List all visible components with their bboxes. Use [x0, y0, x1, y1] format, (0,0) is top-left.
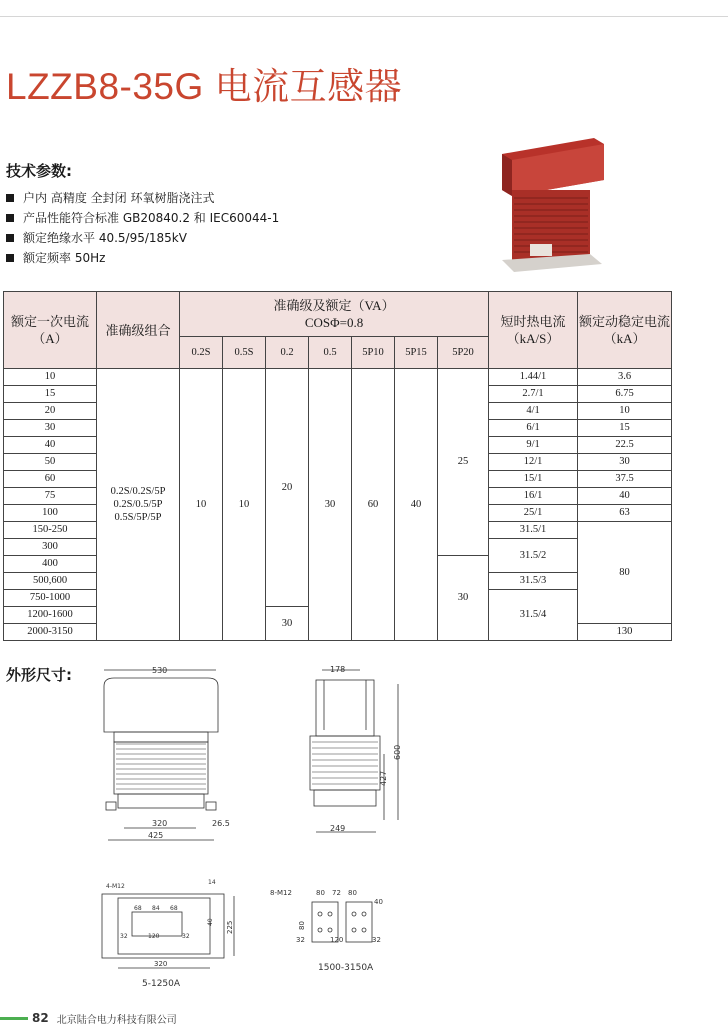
front-view-drawing: [96, 664, 246, 846]
cell-current: 400: [4, 556, 97, 573]
cell-va-5P20b: 30: [438, 556, 489, 641]
caption-bottom: 5-1250A: [142, 979, 181, 989]
bullet-icon: [6, 234, 14, 242]
dim-bottom-84: 84: [152, 905, 160, 912]
cell-thermal: 6/1: [489, 420, 578, 437]
spec-item: 额定频率 50Hz: [6, 248, 279, 268]
cell-current: 60: [4, 471, 97, 488]
cell-dynamic: 3.6: [578, 369, 672, 386]
cell-thermal: 15/1: [489, 471, 578, 488]
cell-thermal: 16/1: [489, 488, 578, 505]
cell-dynamic: 10: [578, 403, 672, 420]
top-rule: [0, 16, 728, 17]
col-class: 5P10: [352, 337, 395, 369]
col-class: 0.5: [309, 337, 352, 369]
cell-dynamic: 37.5: [578, 471, 672, 488]
col-dynamic: 额定动稳定电流（kA）: [578, 292, 672, 369]
cell-current: 10: [4, 369, 97, 386]
cell-dynamic: 30: [578, 454, 672, 471]
cell-va-5P15: 40: [395, 369, 438, 641]
page-title: LZZB8-35G 电流互感器: [6, 66, 403, 107]
cell-dynamic: 22.5: [578, 437, 672, 454]
col-class: 0.2S: [180, 337, 223, 369]
col-class: 0.2: [266, 337, 309, 369]
cell-current: 75: [4, 488, 97, 505]
dim-bottom-225: 225: [226, 920, 234, 934]
footer-accent-bar: [0, 1017, 28, 1020]
page-number: 82: [32, 1011, 49, 1025]
cell-va-05S: 10: [223, 369, 266, 641]
cell-thermal: 31.5/1: [489, 522, 578, 539]
dim-side-h2: 600: [393, 744, 402, 760]
dims-heading: 外形尺寸:: [6, 666, 72, 684]
cell-thermal: 1.44/1: [489, 369, 578, 386]
cell-current: 500,600: [4, 573, 97, 590]
dim-bottom-14: 14: [208, 879, 216, 886]
dim-bottom-320: 320: [154, 960, 168, 968]
caption-terminal: 1500-3150A: [318, 963, 374, 973]
cell-current: 15: [4, 386, 97, 403]
cell-current: 40: [4, 437, 97, 454]
dim-bottom-32b: 32: [182, 933, 190, 940]
dim-term-40: 40: [374, 898, 383, 906]
dim-bottom-40: 40: [207, 918, 214, 926]
dim-term-32b: 32: [372, 936, 381, 944]
cell-current: 750-1000: [4, 590, 97, 607]
cell-dynamic: 6.75: [578, 386, 672, 403]
dim-bottom-68b: 68: [170, 905, 178, 912]
spec-table: [3, 291, 672, 641]
cell-dynamic: 130: [578, 624, 672, 641]
dim-bottom-32: 32: [120, 933, 128, 940]
cell-thermal: 31.5/3: [489, 573, 578, 590]
cell-thermal: 4/1: [489, 403, 578, 420]
cell-thermal: 31.5/4: [489, 590, 578, 641]
cell-thermal: 2.7/1: [489, 386, 578, 403]
specs-heading: 技术参数:: [6, 162, 72, 180]
cell-thermal: 9/1: [489, 437, 578, 454]
spec-item: 户内 高精度 全封闭 环氧树脂浇注式: [6, 188, 279, 208]
spec-item: 产品性能符合标准 GB20840.2 和 IEC60044-1: [6, 208, 279, 228]
cell-combo: 0.2S/0.2S/5P 0.2S/0.5/5P 0.5S/5P/5P: [97, 369, 180, 641]
cell-current: 150-250: [4, 522, 97, 539]
cell-dynamic: 63: [578, 505, 672, 522]
dim-term-120: 120: [330, 936, 344, 944]
dim-front-total: 425: [148, 831, 164, 840]
cell-current: 20: [4, 403, 97, 420]
cell-current: 100: [4, 505, 97, 522]
specs-list: [6, 188, 279, 268]
dim-front-offset: 26.5: [212, 819, 230, 828]
dim-term-80b: 80: [348, 889, 357, 897]
cell-va-02b: 30: [266, 607, 309, 641]
dim-bottom-120: 120: [148, 933, 160, 940]
dim-term-80c: 80: [298, 921, 306, 930]
col-class: 5P20: [438, 337, 489, 369]
cell-dynamic: 40: [578, 488, 672, 505]
cell-current: 1200-1600: [4, 607, 97, 624]
spec-item: 额定绝缘水平 40.5/95/185kV: [6, 228, 279, 248]
dim-side-base: 249: [330, 824, 346, 833]
col-accuracy-rating: 准确级及额定（VA） COSΦ=0.8: [180, 292, 489, 337]
cell-thermal: 25/1: [489, 505, 578, 522]
cell-dynamic: 15: [578, 420, 672, 437]
side-view-drawing: [300, 664, 412, 840]
dim-term-m: 8-M12: [270, 889, 292, 897]
col-class: 5P15: [395, 337, 438, 369]
table-row: [4, 369, 672, 386]
cell-va-5P10: 60: [352, 369, 395, 641]
cell-dynamic: 80: [578, 522, 672, 624]
cell-current: 50: [4, 454, 97, 471]
company-name: 北京陆合电力科技有限公司: [56, 1014, 177, 1026]
dim-term-32a: 32: [296, 936, 305, 944]
dim-side-h1: 427: [379, 770, 388, 786]
cell-va-02S: 10: [180, 369, 223, 641]
cell-current: 300: [4, 539, 97, 556]
cell-current: 30: [4, 420, 97, 437]
dim-term-80a: 80: [316, 889, 325, 897]
dim-bottom-m: 4-M12: [106, 883, 125, 890]
cell-va-02a: 20: [266, 369, 309, 607]
cell-current: 2000-3150: [4, 624, 97, 641]
product-image: [486, 132, 616, 278]
cell-va-5P20a: 25: [438, 369, 489, 556]
cell-thermal: 12/1: [489, 454, 578, 471]
cell-thermal: 31.5/2: [489, 539, 578, 573]
terminal-drawing: [268, 878, 392, 978]
col-primary-current: 额定一次电流（A）: [4, 292, 97, 369]
bullet-icon: [6, 194, 14, 202]
col-short-time: 短时热电流（kA/S）: [489, 292, 578, 369]
bottom-view-drawing: [98, 874, 244, 990]
col-accuracy-combo: 准确级组合: [97, 292, 180, 369]
dim-front-top: 530: [152, 666, 168, 675]
cell-va-05: 30: [309, 369, 352, 641]
bullet-icon: [6, 214, 14, 222]
col-class: 0.5S: [223, 337, 266, 369]
dim-bottom-68a: 68: [134, 905, 142, 912]
page-footer: [0, 1011, 177, 1025]
bullet-icon: [6, 254, 14, 262]
dim-term-72: 72: [332, 889, 341, 897]
dim-front-base: 320: [152, 819, 168, 828]
dim-side-top: 178: [330, 665, 346, 674]
